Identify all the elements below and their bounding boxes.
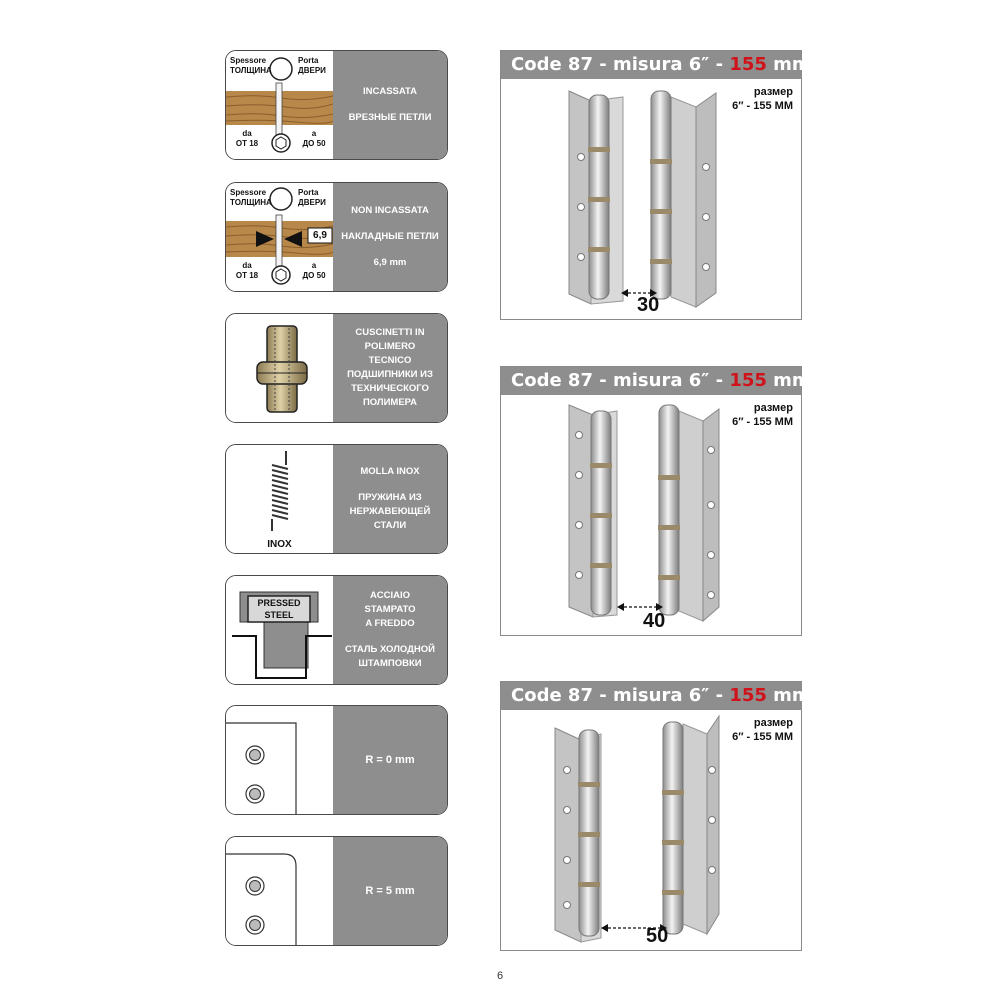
product-card-40: [500, 366, 811, 636]
thickness-from: da ОТ 18: [235, 261, 259, 280]
product-card-30: [500, 50, 811, 320]
size-label: размер 6″ - 155 ММ: [732, 717, 793, 743]
surface-mount-door-icon: [226, 183, 333, 291]
feature-spring: [225, 444, 448, 554]
hinge-image: [501, 710, 801, 950]
product-title: Code 87 - misura 6″ - 155 mm: [501, 367, 801, 395]
thickness-label: Spessore ТОЛЩИНА: [230, 56, 272, 75]
inox-label: INOX: [267, 539, 292, 550]
product-card-50: [500, 681, 811, 951]
feature-radius-5: [225, 836, 448, 946]
door-label: Porta ДВЕРИ: [298, 188, 326, 207]
dimension-label: 50: [646, 925, 669, 947]
hinge-image: [501, 395, 801, 635]
feature-text: R = 0 mm: [333, 706, 447, 814]
spring-icon: [226, 445, 333, 553]
thickness-to: a ДО 50: [302, 129, 326, 148]
gap-value: 6,9: [313, 230, 327, 241]
feature-pressed-steel: [225, 575, 448, 685]
product-title: Code 87 - misura 6″ - 155 mm: [501, 682, 801, 710]
page-number: 6: [496, 970, 504, 982]
dimension-label: 40: [643, 610, 666, 632]
thickness-from: da ОТ 18: [235, 129, 259, 148]
hinge-image: [501, 79, 801, 319]
feature-text: CUSCINETTI IN POLIMERO TECNICO ПОДШИПНИКИ ИЗ ТЕХНИЧЕСКОГО ПОЛИМЕРА: [333, 314, 447, 422]
feature-text: NON INCASSATA НАКЛАДНЫЕ ПЕТЛИ 6,9 mm: [333, 183, 447, 291]
feature-text: MOLLA INOX ПРУЖИНА ИЗ НЕРЖАВЕЮЩЕЙ СТАЛИ: [333, 445, 447, 553]
recessed-door-icon: [226, 51, 333, 159]
thickness-label: Spessore ТОЛЩИНА: [230, 188, 272, 207]
feature-text: R = 5 mm: [333, 837, 447, 945]
dimension-label: 30: [637, 294, 660, 316]
feature-radius-0: [225, 705, 448, 815]
feature-bearings: [225, 313, 448, 423]
door-label: Porta ДВЕРИ: [298, 56, 326, 75]
bearing-icon: [226, 314, 333, 422]
size-label: размер 6″ - 155 ММ: [732, 402, 793, 428]
rounded-corner-icon: [226, 837, 333, 945]
square-corner-icon: [226, 706, 333, 814]
feature-text: ACCIAIO STAMPATO A FREDDO СТАЛЬ ХОЛОДНОЙ ШТАМПОВКИ: [333, 576, 447, 684]
product-title: Code 87 - misura 6″ - 155 mm: [501, 51, 801, 79]
pressed-steel-label: PRESSED STEEL: [257, 598, 301, 620]
feature-text: INCASSATA ВРЕЗНЫЕ ПЕТЛИ: [333, 51, 447, 159]
feature-recessed: [225, 50, 448, 160]
feature-non-recessed: [225, 182, 448, 292]
thickness-to: a ДО 50: [302, 261, 326, 280]
pressed-steel-icon: [226, 576, 333, 684]
size-label: размер 6″ - 155 ММ: [732, 86, 793, 112]
